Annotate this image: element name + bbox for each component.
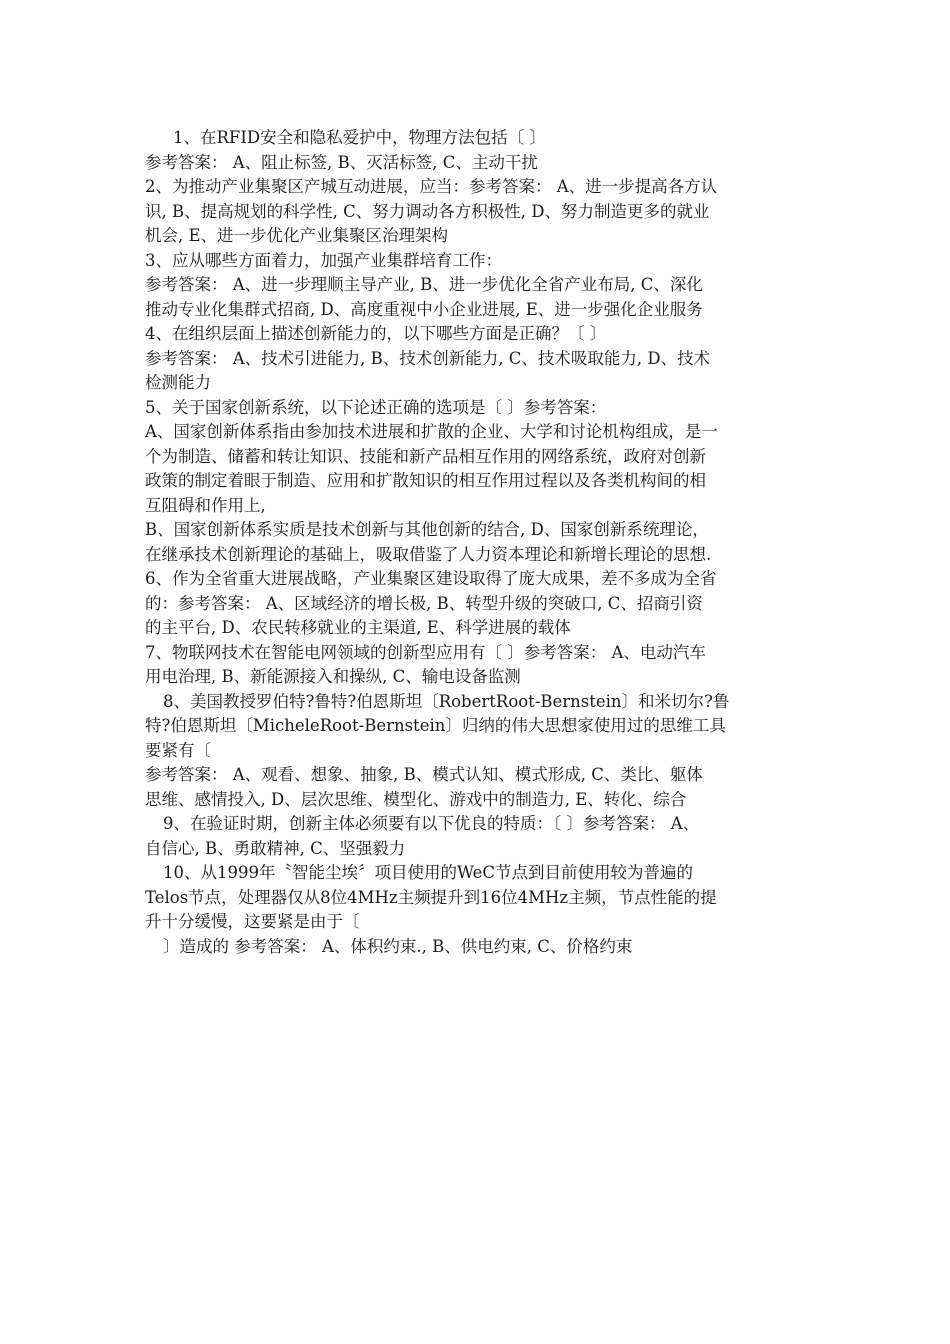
answer-10: 〕造成的 参考答案： A、体积约束., B、供电约束, C、价格约束 xyxy=(163,936,633,956)
question-9-cont: 自信心, B、勇敢精神, C、坚强毅力 xyxy=(145,838,406,858)
question-8-cont: 要紧有〔 xyxy=(145,740,211,760)
question-5: 5、关于国家创新系统，以下论述正确的选项是〔 〕参考答案： xyxy=(145,397,607,417)
answer-5-cont: 个为制造、储蓄和转让知识、技能和新产品相互作用的网络系统，政府对创新 xyxy=(145,446,706,466)
question-6: 6、作为全省重大进展战略，产业集聚区建设取得了庞大成果，差不多成为全省 xyxy=(145,569,717,588)
answer-1: 参考答案： A、阻止标签, B、灭活标签, C、主动干扰 xyxy=(145,152,538,172)
answer-5-cont: 政策的制定着眼于制造、应用和扩散知识的相互作用过程以及各类机构间的相 xyxy=(145,471,706,490)
question-4: 4、在组织层面上描述创新能力的，以下哪些方面是正确？〔 〕 xyxy=(145,324,607,343)
answer-5-cont: 互阻碍和作用上, xyxy=(145,495,266,515)
question-7: 7、物联网技术在智能电网领域的创新型应用有〔 〕参考答案： A、电动汽车 xyxy=(145,642,706,662)
question-10-cont: Telos节点，处理器仅从8位4MHz主频提升到16位4MHz主频，节点性能的提 xyxy=(145,887,717,907)
question-1: 1、在RFID安全和隐私爱护中，物理方法包括〔 〕 xyxy=(173,128,546,147)
question-6-cont: 的：参考答案： A、区域经济的增长极, B、转型升级的突破口, C、招商引资 xyxy=(145,593,703,613)
question-8-cont: 特?伯恩斯坦〔MicheleRoot-Bernstein〕归纳的伟大思想家使用过的思维工具 xyxy=(145,716,726,735)
answer-5: A、国家创新体系指由参加技术进展和扩散的企业、大学和讨论机构组成，是一 xyxy=(145,422,718,441)
answer-8-cont: 思维、感情投入, D、层次思维、模型化、游戏中的制造力, E、转化、综合 xyxy=(145,789,687,809)
answer-5-b: B、国家创新体系实质是技术创新与其他创新的结合, D、国家创新系统理论， xyxy=(145,520,709,539)
question-9: 9、在验证时期，创新主体必须要有以下优良的特质：〔 〕参考答案： A、 xyxy=(163,814,700,833)
question-2-cont: 机会, E、进一步优化产业集聚区治理架构 xyxy=(145,226,449,245)
question-8: 8、美国教授罗伯特?鲁特?伯恩斯坦〔RobertRoot-Bernstein〕和米切尔?鲁 xyxy=(163,691,730,711)
question-7-cont: 用电治理, B、新能源接入和操纵, C、输电设备监测 xyxy=(145,667,521,686)
question-10: 10、从1999年〝智能尘埃〞项目使用的WeC节点到目前使用较为普遍的 xyxy=(163,863,693,882)
question-2: 2、为推动产业集聚区产城互动进展，应当：参考答案： A、进一步提高各方认 xyxy=(145,177,718,196)
answer-4: 参考答案： A、技术引进能力, B、技术创新能力, C、技术吸取能力, D、技术 xyxy=(145,348,711,368)
question-6-cont: 的主平台, D、农民转移就业的主渠道, E、科学进展的载体 xyxy=(145,618,571,637)
answer-5-b-cont: 在继承技术创新理论的基础上，吸取借鉴了人力资本理论和新增长理论的思想. xyxy=(145,544,712,564)
question-10-cont: 升十分缓慢，这要紧是由于〔 xyxy=(145,912,360,931)
question-3: 3、应从哪些方面着力，加强产业集群培育工作： xyxy=(145,250,502,270)
answer-3-cont: 推动专业化集群式招商, D、高度重视中小企业进展, E、进一步强化企业服务 xyxy=(145,299,703,319)
document-body xyxy=(145,126,810,959)
answer-4-cont: 检测能力 xyxy=(145,373,211,392)
question-2-cont: 识, B、提高规划的科学性, C、努力调动各方积极性, D、努力制造更多的就业 xyxy=(145,201,710,221)
answer-8: 参考答案： A、观看、想象、抽象, B、模式认知、模式形成, C、类比、躯体 xyxy=(145,765,703,784)
answer-3: 参考答案： A、进一步理顺主导产业, B、进一步优化全省产业布局, C、深化 xyxy=(145,275,703,294)
